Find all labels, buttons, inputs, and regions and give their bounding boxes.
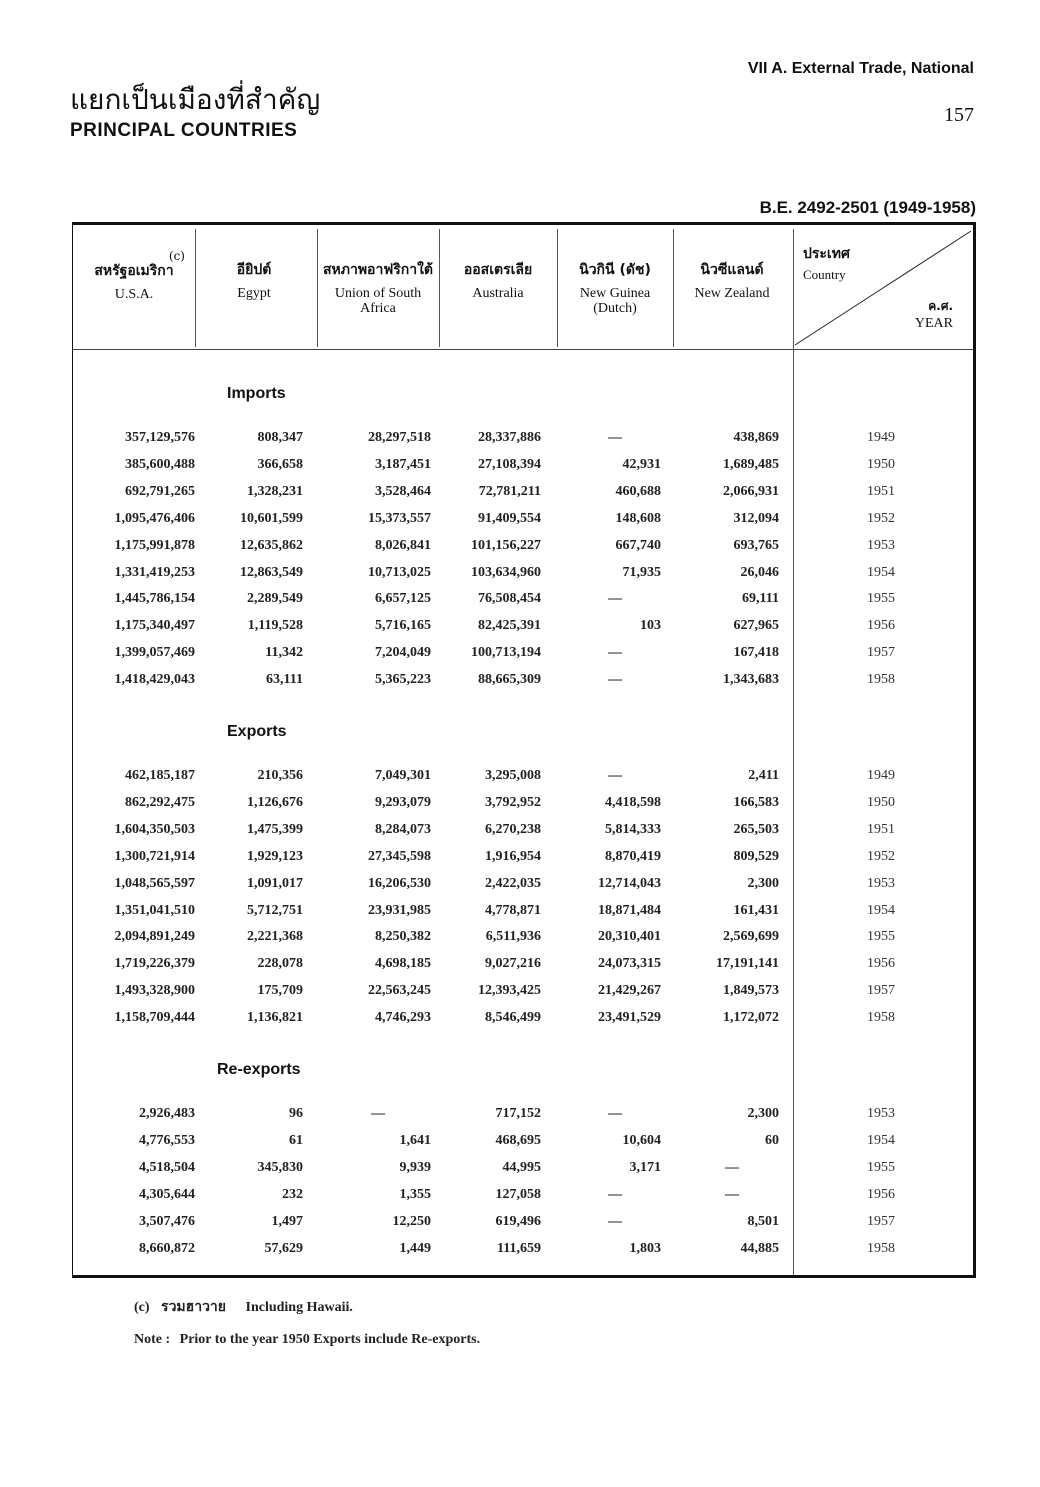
table-cell: 468,695 [495,1132,541,1148]
table-cell: 148,608 [615,510,661,526]
table-cell: 1,497 [271,1213,303,1229]
page-number: 157 [944,104,974,126]
year-cell: 1957 [867,1213,895,1229]
table-cell: 3,528,464 [375,483,431,499]
table-cell: 60 [765,1132,779,1148]
table-row [73,1160,977,1186]
table-row [73,672,977,698]
table-cell: 667,740 [615,537,661,553]
year-cell: 1950 [867,794,895,810]
table-cell: 28,337,886 [478,430,541,445]
table-cell: 11,342 [265,645,303,661]
note-label: Note : [134,1332,171,1347]
table-cell: 8,660,872 [139,1240,195,1256]
year-cell: 1954 [867,1132,895,1148]
table-row [73,1133,977,1159]
table-cell: 4,418,598 [605,794,661,810]
table-cell: 627,965 [733,618,779,634]
table-cell: 9,939 [399,1159,431,1175]
table-cell: 6,270,238 [485,821,541,837]
table-cell: 3,507,476 [139,1213,195,1229]
table-cell: 1,399,057,469 [114,645,195,661]
table-row [73,565,977,591]
table-cell: 4,698,185 [375,956,431,972]
table-cell: 4,305,644 [139,1186,195,1202]
table-row [73,484,977,510]
table-cell: 619,496 [495,1213,541,1229]
column-header-eng: Union of South Africa [334,286,422,316]
table-cell: 4,518,504 [139,1159,195,1175]
year-cell: 1951 [867,821,895,837]
table-cell: 2,300 [747,1106,779,1121]
table-cell: 693,765 [733,537,779,553]
table-cell: 1,641 [399,1132,431,1148]
section-heading: VII A. External Trade, National [747,60,974,77]
table-cell: 76,508,454 [478,591,541,607]
table-cell: 1,091,017 [247,875,303,891]
table-cell: 1,300,721,914 [114,848,195,864]
table-cell: 7,204,049 [375,645,431,661]
footnote-c [134,1296,353,1318]
table-row [73,538,977,564]
year-cell: 1958 [867,1240,895,1256]
table-cell: 3,295,008 [485,768,541,783]
table-cell: 1,493,328,900 [114,983,195,999]
table-row [73,1187,977,1213]
year-cell: 1957 [867,645,895,661]
table-cell: 4,776,553 [139,1132,195,1148]
table-cell: 809,529 [733,848,779,864]
page-title: PRINCIPAL COUNTRIES [70,120,298,141]
group-label: Exports [227,723,287,740]
table-cell: 69,111 [742,591,779,607]
table-cell: 23,931,985 [368,902,431,918]
year-cell: 1956 [867,956,895,972]
table-cell: 1,803 [629,1240,661,1256]
table-cell: 1,849,573 [723,983,779,999]
table-cell: — [608,430,622,445]
table-cell: 1,136,821 [247,1010,303,1026]
year-cell: 1952 [867,510,895,526]
table-cell: — [608,1106,622,1121]
table-cell: 20,310,401 [598,929,661,945]
footnote-thai: รวมฮาวาย [161,1299,226,1315]
table-cell: — [371,1106,385,1121]
year-cell: 1954 [867,564,895,580]
table-cell: 5,814,333 [605,821,661,837]
note-line [134,1332,480,1348]
table-row [73,1214,977,1240]
column-header [73,249,195,302]
table-cell: 438,869 [733,430,779,445]
table-row [73,511,977,537]
table-cell: 1,916,954 [485,848,541,864]
table-cell: 44,885 [740,1240,779,1256]
table-cell: 17,191,141 [716,956,779,972]
table-cell: 8,284,073 [375,821,431,837]
table-cell: 96 [289,1106,303,1121]
table-cell: 345,830 [257,1159,303,1175]
header-rule [73,349,973,350]
table-cell: 10,601,599 [240,510,303,526]
table-cell: 4,778,871 [485,902,541,918]
column-header-thai: อียิปต์ [236,262,272,278]
year-cell: 1950 [867,456,895,472]
table-cell: 12,714,043 [598,875,661,891]
table-cell: 21,429,267 [598,983,661,999]
table-cell: 1,719,226,379 [114,956,195,972]
table-cell: 862,292,475 [125,794,195,810]
year-cell: 1956 [867,1186,895,1202]
table-row [73,822,977,848]
table-row [73,618,977,644]
table-cell: 91,409,554 [478,510,541,526]
corner-year-thai: ค.ศ. [928,299,953,313]
table-cell: 1,343,683 [723,672,779,688]
column-header-eng: New Guinea (Dutch) [579,286,651,316]
trade-table [72,222,976,1278]
year-cell: 1953 [867,537,895,553]
table-row [73,1010,977,1036]
table-cell: 3,187,451 [375,456,431,472]
table-cell: 8,250,382 [375,929,431,945]
table-cell: 175,709 [257,983,303,999]
corner-year-eng: YEAR [914,316,953,331]
table-cell: 72,781,211 [478,483,541,499]
table-row [73,929,977,955]
year-cell: 1951 [867,483,895,499]
table-cell: 103,634,960 [471,564,541,580]
column-header [439,263,557,301]
table-cell: 2,300 [747,875,779,891]
table-row [73,903,977,929]
table-cell: 8,501 [747,1213,779,1229]
table-cell: 1,328,231 [247,483,303,499]
table-cell: 385,600,488 [125,456,195,472]
table-cell: 5,712,751 [247,902,303,918]
table-cell: 26,046 [740,564,779,580]
table-cell: 1,418,429,043 [114,672,195,688]
column-header [195,263,313,301]
year-cell: 1955 [867,591,895,607]
table-cell: 27,108,394 [478,456,541,472]
table-cell: — [608,1213,622,1229]
table-cell: 4,746,293 [375,1010,431,1026]
table-cell: 12,393,425 [478,983,541,999]
table-cell: 27,345,598 [368,848,431,864]
column-header-eng: Egypt [237,286,271,301]
column-header-note: (c) [168,249,185,263]
table-cell: — [608,1186,622,1202]
table-cell: 3,171 [629,1159,661,1175]
column-header-thai: สหรัฐอเมริกา [94,263,174,279]
table-row [73,849,977,875]
table-cell: 12,250 [392,1213,431,1229]
table-cell: 1,126,676 [247,794,303,810]
year-cell: 1955 [867,929,895,945]
column-header [317,263,439,316]
table-cell: 167,418 [733,645,779,661]
year-cell: 1957 [867,983,895,999]
year-cell: 1949 [867,430,895,445]
table-cell: 3,792,952 [485,794,541,810]
table-cell: 9,293,079 [375,794,431,810]
thai-page-title: แยกเป็นเมืองที่สำคัญ [70,83,321,116]
table-row [73,876,977,902]
column-header-eng: Australia [472,286,524,301]
table-cell: — [608,591,622,607]
table-cell: 232 [282,1186,303,1202]
corner-country-thai: ประเทศ [803,246,850,262]
table-cell: 1,175,991,878 [114,537,195,553]
table-cell: 88,665,309 [478,672,541,688]
table-cell: 2,422,035 [485,875,541,891]
table-cell: 462,185,187 [125,768,195,783]
table-cell: 8,546,499 [485,1010,541,1026]
table-cell: 1,119,528 [247,618,303,634]
table-cell: 2,569,699 [723,929,779,945]
table-cell: — [608,645,622,661]
table-row [73,956,977,982]
year-cell: 1953 [867,875,895,891]
group-label: Re-exports [217,1061,301,1078]
table-cell: 103 [640,618,661,634]
table-cell: 228,078 [257,956,303,972]
table-cell: 692,791,265 [125,483,195,499]
table-cell: 1,604,350,503 [114,821,195,837]
column-header [557,263,673,316]
group-label: Imports [227,385,286,402]
table-row [73,591,977,617]
table-cell: 265,503 [733,821,779,837]
table-row [73,768,977,794]
table-cell: 1,351,041,510 [114,902,195,918]
footnote-text: Including Hawaii. [245,1300,353,1315]
table-cell: 366,658 [257,456,303,472]
table-cell: 2,094,891,249 [114,929,195,945]
table-cell: 10,713,025 [368,564,431,580]
table-cell: 127,058 [495,1186,541,1202]
table-cell: 166,583 [733,794,779,810]
table-cell: 1,929,123 [247,848,303,864]
table-cell: 1,331,419,253 [114,564,195,580]
table-row [73,795,977,821]
table-cell: 1,355 [399,1186,431,1202]
table-cell: 1,445,786,154 [114,591,195,607]
table-row [73,1106,977,1132]
table-cell: 22,563,245 [368,983,431,999]
table-cell: — [725,1159,739,1175]
table-cell: 111,659 [497,1240,541,1256]
table-cell: 16,206,530 [368,875,431,891]
table-cell: 18,871,484 [598,902,661,918]
year-cell: 1958 [867,672,895,688]
table-cell: 808,347 [257,430,303,445]
table-cell: — [725,1186,739,1202]
table-cell: 2,411 [748,768,779,783]
table-cell: 1,158,709,444 [114,1010,195,1026]
table-cell: 5,365,223 [375,672,431,688]
table-cell: 71,935 [622,564,661,580]
table-cell: 57,629 [264,1240,303,1256]
table-cell: 5,716,165 [375,618,431,634]
table-cell: 210,356 [257,768,303,783]
table-cell: 1,048,565,597 [114,875,195,891]
table-cell: 1,475,399 [247,821,303,837]
table-cell: 15,373,557 [368,510,431,526]
year-cell: 1956 [867,618,895,634]
table-cell: 8,870,419 [605,848,661,864]
table-cell: 460,688 [615,483,661,499]
table-cell: — [608,672,622,688]
table-cell: 1,095,476,406 [114,510,195,526]
year-cell: 1953 [867,1106,895,1121]
table-cell: 101,156,227 [471,537,541,553]
table-cell: 6,657,125 [375,591,431,607]
table-cell: 1,175,340,497 [114,618,195,634]
table-cell: 717,152 [495,1106,541,1121]
table-cell: 2,289,549 [247,591,303,607]
year-cell: 1955 [867,1159,895,1175]
period-label: B.E. 2492-2501 (1949-1958) [759,198,976,217]
column-header-thai: ออสเตรเลีย [463,262,533,278]
year-cell: 1958 [867,1010,895,1026]
table-cell: 61 [289,1132,303,1148]
column-header-eng: U.S.A. [114,287,154,302]
column-header-thai: นิวซีแลนด์ [700,262,764,278]
footnote-marker: (c) [134,1300,150,1315]
table-cell: 24,073,315 [598,956,661,972]
corner-country-eng: Country [803,267,846,282]
table-cell: 10,604 [622,1132,661,1148]
table-row [73,1241,977,1267]
table-cell: 2,926,483 [139,1106,195,1121]
year-cell: 1952 [867,848,895,864]
table-cell: 1,172,072 [723,1010,779,1026]
column-header-eng: New Zealand [694,286,770,301]
table-cell: 2,066,931 [723,483,779,499]
column-header-thai: นิวกินี (ดัช) [579,262,651,278]
table-cell: 7,049,301 [375,768,431,783]
table-cell: 6,511,936 [485,929,541,945]
table-cell: 23,491,529 [598,1010,661,1026]
table-cell: 8,026,841 [375,537,431,553]
column-header [673,263,791,301]
table-cell: 28,297,518 [368,430,431,445]
table-cell: 9,027,216 [485,956,541,972]
table-cell: 357,129,576 [125,430,195,445]
note-text: Prior to the year 1950 Exports include Re-exports. [179,1332,481,1347]
table-cell: 12,863,549 [240,564,303,580]
table-cell: 312,094 [733,510,779,526]
table-cell: 2,221,368 [247,929,303,945]
column-header-thai: สหภาพอาฟริกาใต้ [322,262,434,278]
table-row [73,457,977,483]
table-cell: — [608,768,622,783]
table-cell: 82,425,391 [478,618,541,634]
year-cell: 1954 [867,902,895,918]
table-row [73,983,977,1009]
table-cell: 161,431 [733,902,779,918]
table-cell: 44,995 [502,1159,541,1175]
table-cell: 42,931 [622,456,661,472]
table-cell: 63,111 [266,672,303,688]
table-row [73,430,977,456]
table-cell: 12,635,862 [240,537,303,553]
table-cell: 1,449 [399,1240,431,1256]
year-cell: 1949 [867,768,895,783]
table-row [73,645,977,671]
table-cell: 100,713,194 [471,645,541,661]
table-cell: 1,689,485 [723,456,779,472]
